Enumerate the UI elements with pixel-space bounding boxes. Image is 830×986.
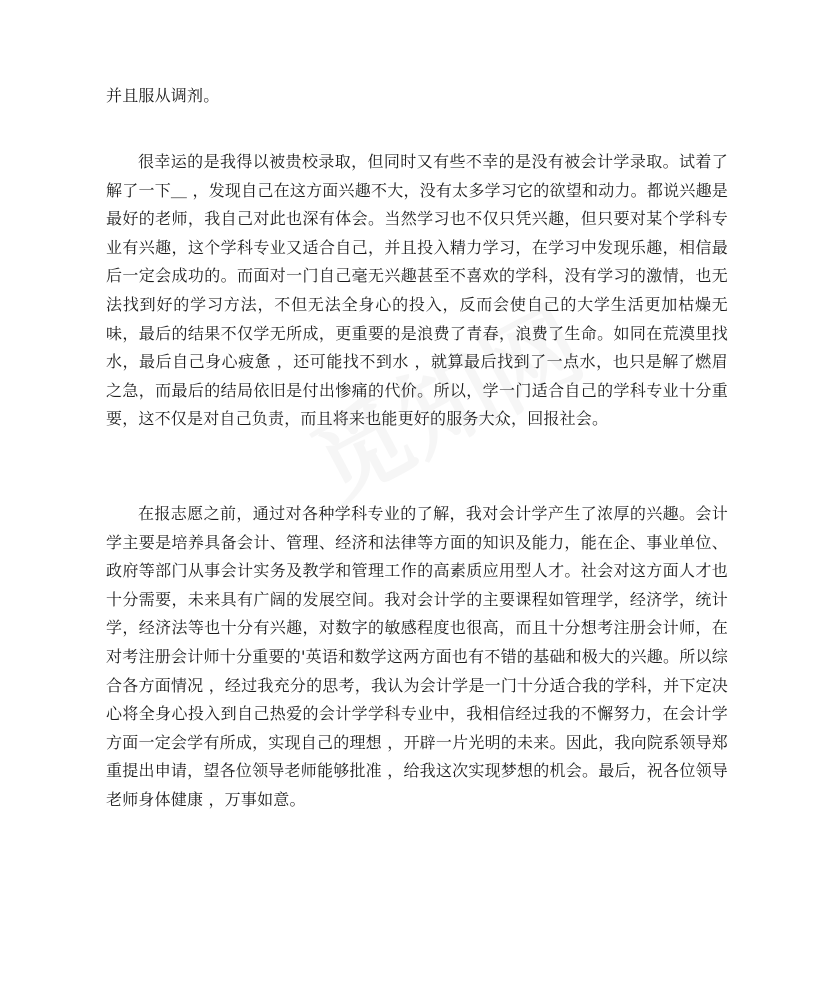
paragraph-accounting-interest: 在报志愿之前，通过对各种学科专业的了解，我对会计学产生了浓厚的兴趣。会计学主要是培养具备会计、管理、经济和法律等方面的知识及能力，能在企、事业单位、政府等部门从事会计实务及教学和管理工作的高素质应用型人才。社会对这方面人才也十分需要，未来具有广阔的发展空间。我对会计学的主要课程如管理学，经济学，统计学，经济法等也十分有兴趣，对数字的敏感程度也很高，而且十分想考注册会计师，在对考注册会计师十分重要的'英语和数学这两方面也有不错的基础和极大的兴趣。所以综合各方面情况 ，经过我充分的思考，我认为会计学是一门十分适合我的学科，并下定决心将全身心投入到自己热爱的会计学学科专业中，我相信经过我的不懈努力，在会计学方面一定会学有所成，实现自己的理想 ，开辟一片光明的未来。因此，我向院系领导郑重提出申请，望各位领导老师能够批准 ，给我这次实现梦想的机会。最后，祝各位领导老师身体健康 ，万事如意。 xyxy=(106,504,728,809)
paragraph-continuation: 并且服从调剂。 xyxy=(106,86,220,105)
paragraph-admission-reflection: 很幸运的是我得以被贵校录取，但同时又有些不幸的是没有被会计学录取。试着了解了一下＿ ，发现自己在这方面兴趣不大，没有太多学习它的欲望和动力。都说兴趣是最好的老师，我自己对此也深有体会。当然学习也不仅只凭兴趣，但只要对某个学科专业有兴趣，这个学科专业又适合自己，并且投入精力学习，在学习中发现乐趣，相信最后一定会成功的。而面对一门自己毫无兴趣甚至不喜欢的学科，没有学习的激情，也无法找到好的学习方法，不但无法全身心的投入，反而会使自己的大学生活更加枯燥无味，最后的结果不仅学无所成，更重要的是浪费了青春，浪费了生命。如同在荒漠里找水，最后自己身心疲惫 ，还可能找不到水 ，就算最后找到了一点水，也只是解了燃眉之急，而最后的结局依旧是付出惨痛的代价。所以，学一门适合自己的学科专业十分重要，这不仅是对自己负责，而且将来也能更好的服务大众，回报社会。 xyxy=(106,152,728,429)
